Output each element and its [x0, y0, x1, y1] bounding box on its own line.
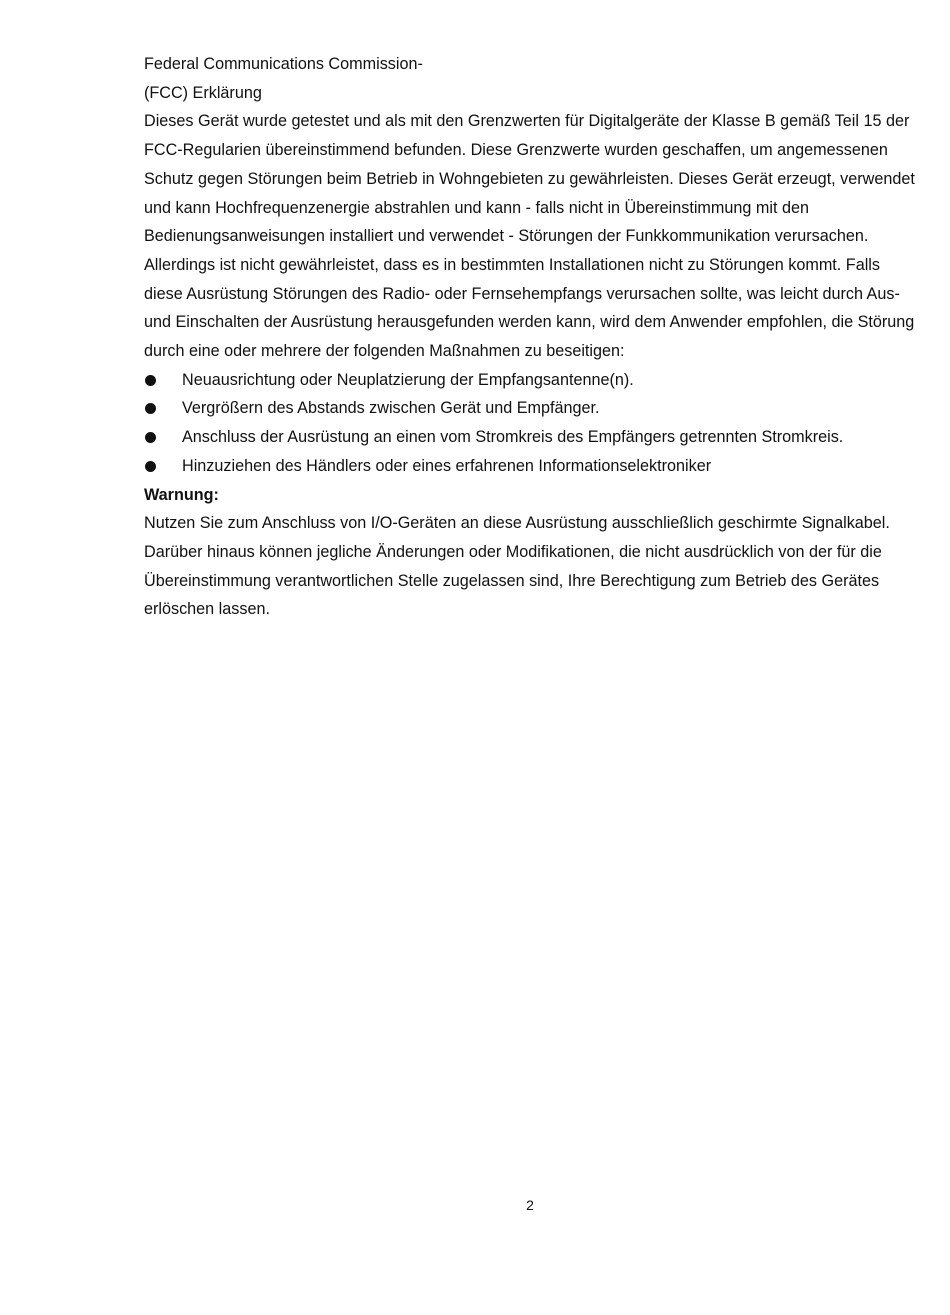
bullet-icon: [145, 432, 156, 443]
bullet-icon: [145, 403, 156, 414]
measures-list: [144, 366, 922, 481]
bullet-icon: [145, 375, 156, 386]
title-line-1: Federal Communications Commission-: [144, 55, 423, 73]
list-item: [144, 423, 922, 452]
list-item-text: Vergrößern des Abstands zwischen Gerät und Empfänger.: [182, 399, 600, 418]
bullet-icon: [145, 461, 156, 472]
list-item-text: Neuausrichtung oder Neuplatzierung der Empfangsantenne(n).: [182, 370, 634, 389]
title-line-2: (FCC) Erklärung: [144, 83, 262, 102]
fcc-statement-paragraph: Dieses Gerät wurde getestet und als mit den Grenzwerten für Digitalgeräte der Klasse B gemäß Teil 15 der FCC-Regularien übereinstimmend befunden. Diese Grenzwerte wurden geschaffen, um angemessenen Schutz gegen Störungen beim Betrieb in Wohngebieten zu gewährleisten. Dieses Gerät erzeugt, verwendet und kann Hochfrequenzenergie abstrahlen und kann - falls nicht in Übereinstimmung mit den Bedienungsanweisungen installiert und verwendet - Störungen der Funkkommunikation verursachen. Allerdings ist nicht gewährleistet, dass es in bestimmten Installationen nicht zu Störungen kommt. Falls diese Ausrüstung Störungen des Radio- oder Fernsehempfangs verursachen sollte, was leicht durch Aus- und Einschalten der Ausrüstung herausgefunden werden kann, wird dem Anwender empfohlen, die Störung durch eine oder mehrere der folgenden Maßnahmen zu beseitigen:: [144, 112, 915, 361]
document-content: [144, 50, 922, 624]
page-number: 2: [526, 1197, 534, 1213]
list-item: [144, 394, 922, 423]
warning-paragraph: Nutzen Sie zum Anschluss von I/O-Geräten an diese Ausrüstung ausschließlich geschirmte Signalkabel. Darüber hinaus können jegliche Änderungen oder Modifikationen, die nicht ausdrücklich von der für die Übereinstimmung verantwortlichen Stelle zugelassen sind, Ihre Berechtigung zum Betrieb des Gerätes erlöschen lassen.: [144, 514, 890, 619]
list-item-text: Hinzuziehen des Händlers oder eines erfahrenen Informationselektroniker: [182, 456, 712, 475]
list-item: [144, 452, 922, 481]
warning-heading: Warnung:: [144, 485, 219, 504]
list-item: [144, 366, 922, 395]
list-item-text: Anschluss der Ausrüstung an einen vom Stromkreis des Empfängers getrennten Stromkreis.: [182, 428, 844, 447]
